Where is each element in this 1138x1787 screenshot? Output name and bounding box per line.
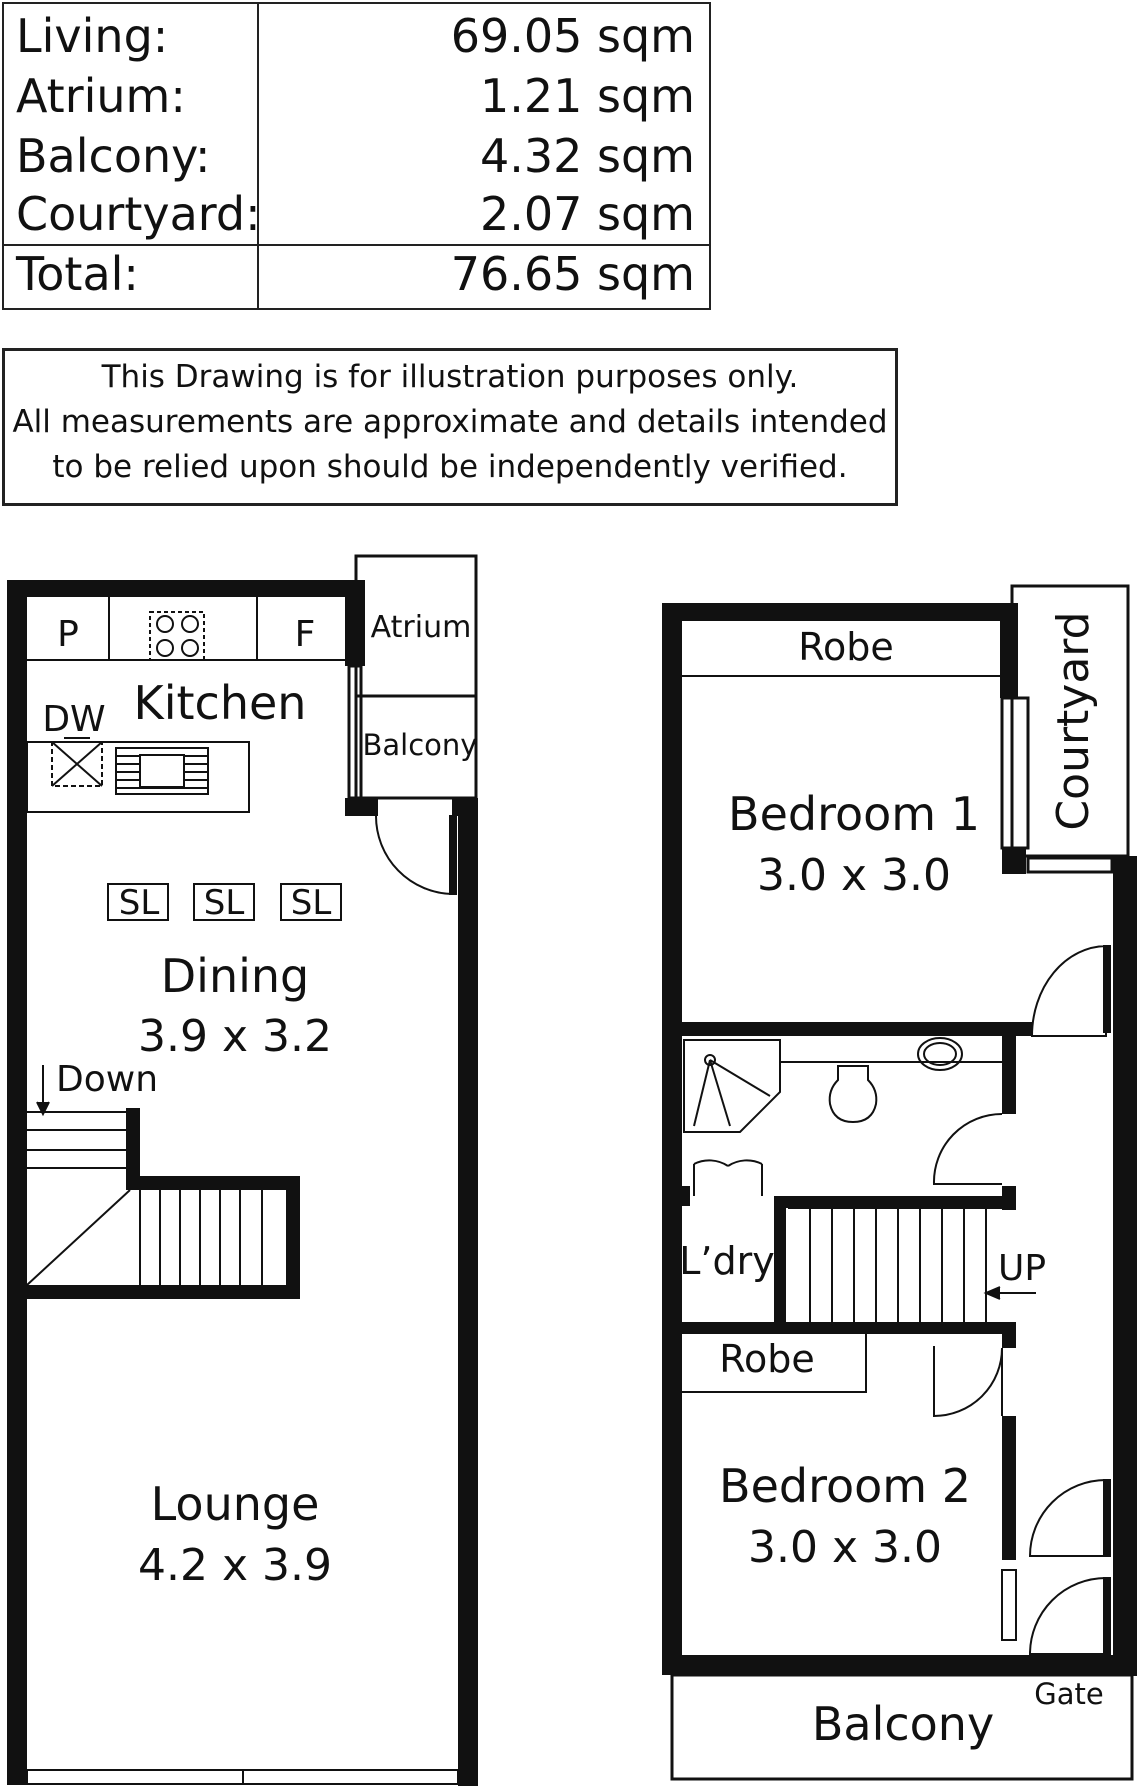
wall bbox=[1002, 1022, 1016, 1114]
disclaimer-line: All measurements are approximate and details intended bbox=[12, 404, 888, 440]
gate-label: Gate bbox=[1034, 1677, 1104, 1711]
dining-label: Dining bbox=[160, 949, 310, 1003]
laundry-door-icon bbox=[694, 1160, 762, 1196]
bathroom-fixtures bbox=[684, 1038, 1002, 1132]
robe-label: Robe bbox=[719, 1337, 815, 1381]
area-label: Atrium: bbox=[16, 69, 186, 123]
wall bbox=[1002, 1186, 1016, 1210]
bedroom1-label: Bedroom 1 bbox=[728, 787, 980, 841]
area-total-label: Total: bbox=[16, 247, 139, 301]
lounge-size: 4.2 x 3.9 bbox=[138, 1540, 332, 1591]
area-total-value: 76.65 sqm bbox=[450, 247, 695, 301]
door-swing-icon bbox=[934, 1114, 1002, 1184]
toilet-icon bbox=[830, 1066, 877, 1122]
bedroom2-label: Bedroom 2 bbox=[719, 1459, 971, 1513]
kitchen-label: Kitchen bbox=[133, 676, 307, 730]
bedroom2-size: 3.0 x 3.0 bbox=[748, 1522, 942, 1573]
sliding-door bbox=[1002, 698, 1028, 848]
kitchen-island bbox=[27, 742, 249, 812]
wall bbox=[126, 1176, 300, 1190]
dishwasher-label: DW bbox=[42, 699, 106, 740]
wall bbox=[1002, 848, 1026, 874]
cooktop-icon bbox=[150, 612, 204, 660]
area-label: Courtyard: bbox=[16, 187, 261, 241]
wall bbox=[1113, 856, 1137, 1676]
skylight-label: SL bbox=[203, 883, 245, 923]
sink-icon bbox=[116, 748, 208, 794]
ground-floor-plan bbox=[7, 556, 478, 1786]
dishwasher-icon bbox=[52, 738, 102, 786]
window bbox=[1028, 858, 1112, 872]
stairs-up-label: UP bbox=[997, 1248, 1047, 1289]
shower-icon bbox=[684, 1040, 780, 1132]
fridge-label: F bbox=[294, 614, 316, 655]
skylight-label: SL bbox=[118, 883, 160, 923]
window bbox=[27, 1770, 458, 1784]
wall bbox=[662, 603, 1014, 621]
wall bbox=[682, 1022, 1032, 1036]
area-value: 69.05 sqm bbox=[450, 9, 695, 63]
area-value: 2.07 sqm bbox=[479, 187, 695, 241]
area-label: Balcony: bbox=[16, 129, 211, 183]
door-swing-icon bbox=[1030, 1480, 1110, 1556]
window bbox=[1002, 1570, 1016, 1640]
wall bbox=[774, 1196, 1014, 1208]
wall bbox=[682, 1186, 690, 1206]
laundry-label: L’dry bbox=[679, 1239, 775, 1283]
robe-label: Robe bbox=[798, 625, 894, 669]
wall bbox=[662, 603, 682, 1675]
wall bbox=[774, 1196, 786, 1322]
wall bbox=[1002, 1322, 1016, 1348]
disclaimer-line: This Drawing is for illustration purposes only. bbox=[101, 359, 799, 395]
door-swing-icon bbox=[1030, 1578, 1110, 1654]
area-value: 1.21 sqm bbox=[479, 69, 695, 123]
door-swing-icon bbox=[376, 816, 456, 894]
door-swing-icon bbox=[1032, 945, 1110, 1036]
upper-floor-plan bbox=[662, 586, 1137, 1779]
bedroom1-size: 3.0 x 3.0 bbox=[757, 850, 951, 901]
wall bbox=[682, 1322, 1016, 1334]
wall bbox=[286, 1176, 300, 1299]
atrium-label: Atrium bbox=[370, 610, 472, 645]
wall bbox=[7, 580, 27, 1785]
dining-size: 3.9 x 3.2 bbox=[138, 1011, 332, 1062]
pantry-label: P bbox=[57, 614, 79, 655]
stairs-down-label: Down bbox=[56, 1059, 159, 1100]
courtyard-label: Courtyard bbox=[1048, 611, 1099, 831]
lounge-label: Lounge bbox=[150, 1477, 320, 1531]
skylight-label: SL bbox=[290, 883, 332, 923]
area-label: Living: bbox=[16, 9, 169, 63]
area-value: 4.32 sqm bbox=[479, 129, 695, 183]
door-swing-icon bbox=[934, 1346, 1002, 1416]
wall bbox=[7, 580, 362, 597]
wall bbox=[458, 798, 478, 1786]
disclaimer-line: to be relied upon should be independently verified. bbox=[52, 449, 848, 485]
ground-balcony-label: Balcony bbox=[362, 728, 478, 762]
wall bbox=[1000, 603, 1018, 698]
wall bbox=[345, 798, 378, 816]
upper-balcony-label: Balcony bbox=[811, 1697, 995, 1751]
wall bbox=[1002, 1416, 1016, 1560]
wall bbox=[7, 1285, 297, 1299]
